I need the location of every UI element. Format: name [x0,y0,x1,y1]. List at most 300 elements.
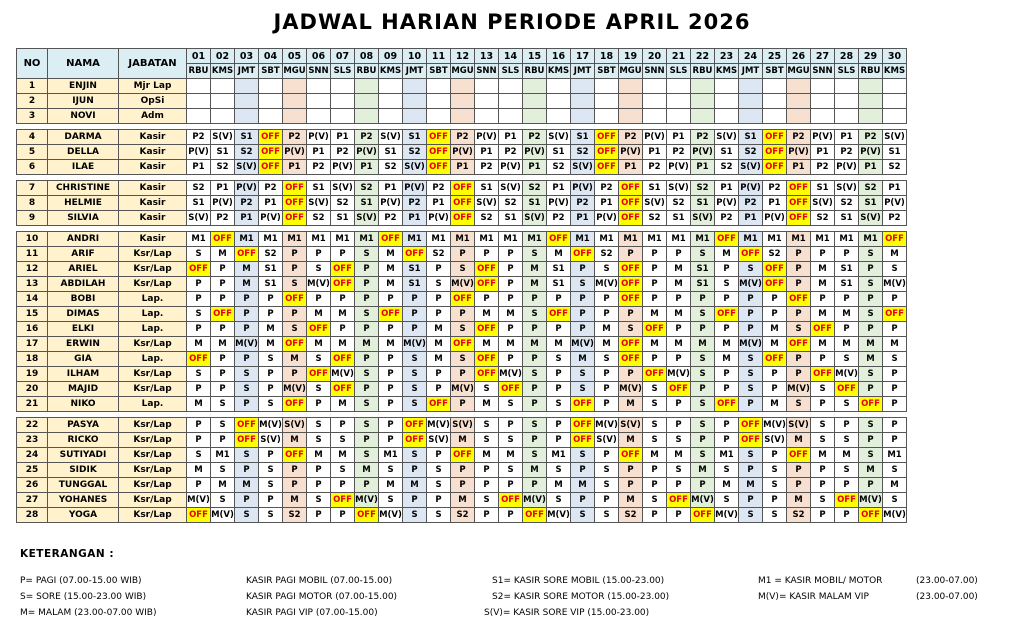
shift-cell: M1 [211,448,235,463]
shift-cell: M(V) [523,493,547,508]
shift-cell: S1 [811,181,835,196]
shift-cell: M(V) [859,493,883,508]
shift-cell: S(V) [763,433,787,448]
shift-cell: M1 [667,232,691,247]
day-number-header: 22 [691,49,715,64]
shift-cell: P [427,448,451,463]
shift-cell: P [283,367,307,382]
shift-cell: P [211,367,235,382]
shift-cell: S1 [691,196,715,211]
shift-cell: M1 [427,232,451,247]
shift-cell: P [643,262,667,277]
shift-cell: M1 [475,232,499,247]
shift-cell: S2 [259,247,283,262]
employee-no: 1 [17,79,48,94]
employee-name: ARIEL [48,262,119,277]
shift-cell: P [523,397,547,412]
shift-cell: M(V) [667,367,691,382]
shift-cell: P [667,508,691,523]
shift-cell: P(V) [619,145,643,160]
shift-cell: OFF [763,277,787,292]
day-number-header: 20 [643,49,667,64]
employee-row [17,247,907,262]
shift-cell: P2 [283,130,307,145]
shift-cell: P [643,292,667,307]
shift-cell: P2 [715,211,739,226]
shift-cell: P [667,247,691,262]
employee-name: DIMAS [48,307,119,322]
shift-cell: S2 [379,160,403,175]
shift-cell: S [739,352,763,367]
employee-position: Ksr/Lap [119,367,187,382]
shift-cell: M(V) [451,277,475,292]
shift-cell: M [523,463,547,478]
shift-cell: M [667,448,691,463]
shift-cell: OFF [451,211,475,226]
shift-cell: P [523,352,547,367]
header-no: NO [17,49,48,79]
employee-row [17,418,907,433]
shift-cell: S1 [739,130,763,145]
shift-cell: M(V) [499,367,523,382]
shift-cell: OFF [667,382,691,397]
shift-cell [811,109,835,124]
shift-cell: P [307,292,331,307]
shift-cell: P [883,418,907,433]
shift-cell: S [667,433,691,448]
shift-cell: OFF [379,307,403,322]
shift-cell: S [691,247,715,262]
shift-cell [835,79,859,94]
shift-cell: P2 [355,130,379,145]
shift-cell: S1 [547,277,571,292]
shift-cell: S1 [403,262,427,277]
day-name-header: SBT [427,64,451,79]
shift-cell: M [283,493,307,508]
shift-cell: S1 [691,262,715,277]
employee-row [17,211,907,226]
day-name-header: SNN [643,64,667,79]
shift-cell [211,94,235,109]
shift-cell: M [691,337,715,352]
shift-cell: P [643,352,667,367]
shift-cell: P [187,478,211,493]
shift-cell: P [187,292,211,307]
shift-cell: S [211,418,235,433]
employee-position: Lap. [119,322,187,337]
shift-cell: S [715,463,739,478]
day-number-header: 16 [547,49,571,64]
shift-cell: OFF [475,352,499,367]
shift-cell [715,109,739,124]
shift-cell [235,79,259,94]
shift-cell: P [379,433,403,448]
shift-cell [715,79,739,94]
shift-cell: OFF [619,211,643,226]
shift-cell: S [715,493,739,508]
shift-cell: M(V) [619,382,643,397]
shift-cell: S [235,382,259,397]
shift-cell: P [523,322,547,337]
shift-cell: OFF [235,247,259,262]
shift-cell: S [499,397,523,412]
shift-cell: P [787,478,811,493]
shift-cell: S [427,478,451,493]
day-name-header: SBT [259,64,283,79]
shift-cell: M(V) [835,367,859,382]
shift-cell: M1 [283,232,307,247]
shift-cell: P1 [355,160,379,175]
day-name-header: SNN [475,64,499,79]
shift-cell: S1 [547,262,571,277]
shift-cell: OFF [259,130,283,145]
shift-cell: M [283,433,307,448]
shift-cell: S(V) [715,130,739,145]
legend-item: P= PAGI (07.00-15.00 WIB) [20,576,142,586]
shift-cell: OFF [187,352,211,367]
shift-cell: S1 [835,211,859,226]
shift-cell: P1 [259,196,283,211]
day-name-header: KMS [547,64,571,79]
shift-cell: S2 [619,508,643,523]
shift-cell: M(V) [235,337,259,352]
shift-cell: P(V) [571,181,595,196]
shift-cell: P [835,478,859,493]
employee-name: YOGA [48,508,119,523]
shift-cell: S2 [739,145,763,160]
shift-cell [739,109,763,124]
shift-cell: S(V) [643,196,667,211]
shift-cell: OFF [667,493,691,508]
shift-cell: S [859,307,883,322]
shift-cell: P(V) [763,211,787,226]
shift-cell: S1 [691,277,715,292]
shift-cell: OFF [835,493,859,508]
shift-cell: P [331,247,355,262]
schedule-table [16,48,907,523]
shift-cell: P(V) [547,196,571,211]
shift-cell: OFF [283,397,307,412]
shift-cell: P [499,508,523,523]
shift-cell: M(V) [187,493,211,508]
shift-cell [667,79,691,94]
shift-cell: M1 [379,448,403,463]
shift-cell: M [331,307,355,322]
shift-cell: S [691,352,715,367]
employee-no: 19 [17,367,48,382]
shift-cell [187,109,211,124]
employee-position: OpSi [119,94,187,109]
shift-cell [763,94,787,109]
employee-position: Ksr/Lap [119,478,187,493]
shift-cell: M1 [451,232,475,247]
shift-cell: S1 [571,130,595,145]
employee-name: SIDIK [48,463,119,478]
employee-row [17,352,907,367]
employee-position: Ksr/Lap [119,463,187,478]
employee-name: MAJID [48,382,119,397]
shift-cell: S [571,448,595,463]
shift-cell [379,79,403,94]
shift-cell: P1 [715,181,739,196]
employee-row [17,433,907,448]
shift-cell: M1 [187,232,211,247]
shift-cell: S(V) [595,433,619,448]
shift-cell: M [475,448,499,463]
shift-cell: P2 [739,196,763,211]
shift-cell: P [547,418,571,433]
shift-cell: S [403,397,427,412]
shift-cell: P [235,493,259,508]
shift-cell: P2 [403,196,427,211]
shift-cell: P [547,322,571,337]
shift-cell: M [667,277,691,292]
shift-cell [859,109,883,124]
shift-cell: P [883,322,907,337]
shift-cell: P [691,322,715,337]
shift-cell: P [451,397,475,412]
shift-cell: S [835,433,859,448]
shift-cell [331,79,355,94]
employee-position: Kasir [119,160,187,175]
shift-cell: P [307,247,331,262]
legend-title: KETERANGAN : [20,548,115,560]
day-name-header: JMT [403,64,427,79]
shift-cell: M(V) [547,508,571,523]
shift-cell: P2 [427,181,451,196]
shift-cell [811,94,835,109]
day-number-header: 04 [259,49,283,64]
shift-cell: S [787,322,811,337]
shift-cell: P [883,433,907,448]
shift-cell: S(V) [427,433,451,448]
shift-cell [187,79,211,94]
employee-position: Ksr/Lap [119,247,187,262]
shift-cell: M [427,352,451,367]
shift-cell [283,94,307,109]
employee-no: 17 [17,337,48,352]
shift-cell: M(V) [763,418,787,433]
shift-cell: P [499,418,523,433]
shift-cell: P [715,262,739,277]
shift-cell: S2 [307,211,331,226]
shift-cell: P [763,292,787,307]
shift-cell: OFF [811,367,835,382]
employee-position: Kasir [119,181,187,196]
shift-cell: M [835,307,859,322]
employee-name: BOBI [48,292,119,307]
employee-no: 11 [17,247,48,262]
shift-cell: M [331,337,355,352]
shift-cell: P [427,367,451,382]
shift-cell: P(V) [715,196,739,211]
employee-position: Kasir [119,211,187,226]
shift-cell: OFF [235,433,259,448]
employee-name: ERWIN [48,337,119,352]
employee-name: ILHAM [48,367,119,382]
shift-cell: OFF [859,508,883,523]
shift-cell: M(V) [211,508,235,523]
shift-cell: OFF [451,448,475,463]
shift-cell: S [403,352,427,367]
shift-cell: S [619,322,643,337]
shift-cell: M [379,337,403,352]
shift-cell: S [643,433,667,448]
shift-cell: OFF [739,433,763,448]
shift-cell: P [379,397,403,412]
shift-cell: S [355,397,379,412]
shift-cell [211,109,235,124]
day-name-header: SBT [595,64,619,79]
shift-cell: S [523,367,547,382]
shift-cell: P [547,292,571,307]
shift-cell: OFF [859,397,883,412]
employee-no: 9 [17,211,48,226]
employee-row [17,292,907,307]
shift-cell: S [355,448,379,463]
legend-item: (23.00-07.00) [916,592,978,602]
shift-cell: S [859,277,883,292]
shift-cell: S [883,352,907,367]
day-name-header: JMT [571,64,595,79]
shift-cell: S [499,463,523,478]
shift-cell: S(V) [499,181,523,196]
shift-cell: P(V) [235,181,259,196]
employee-name: ABDILAH [48,277,119,292]
shift-cell: P(V) [331,160,355,175]
shift-cell: M [811,307,835,322]
shift-cell: P [691,292,715,307]
employee-no: 26 [17,478,48,493]
employee-row [17,181,907,196]
shift-cell: S [523,247,547,262]
shift-cell [883,109,907,124]
shift-cell: M [739,478,763,493]
employee-no: 21 [17,397,48,412]
employee-no: 22 [17,418,48,433]
legend-item: S1= KASIR SORE MOBIL (15.00-23.00) [492,576,665,586]
shift-cell: P1 [883,181,907,196]
employee-name: YOHANES [48,493,119,508]
shift-cell: P [499,478,523,493]
shift-cell: S2 [211,160,235,175]
shift-cell [835,109,859,124]
shift-cell: P [499,322,523,337]
shift-cell: OFF [787,448,811,463]
employee-position: Lap. [119,292,187,307]
shift-cell: P [667,478,691,493]
day-number-header: 27 [811,49,835,64]
shift-cell: P [715,367,739,382]
shift-cell [619,94,643,109]
shift-cell: S [595,463,619,478]
shift-cell: S1 [235,130,259,145]
day-number-header: 10 [403,49,427,64]
shift-cell: P1 [739,211,763,226]
employee-name: HELMIE [48,196,119,211]
shift-cell: M [187,337,211,352]
shift-cell: P [283,307,307,322]
shift-cell: P [595,397,619,412]
shift-cell: P(V) [475,130,499,145]
shift-cell: M [307,307,331,322]
shift-cell: P2 [859,130,883,145]
shift-cell: M(V) [283,382,307,397]
shift-cell: P(V) [259,211,283,226]
shift-cell: M [667,307,691,322]
shift-cell: OFF [571,247,595,262]
shift-cell: M [859,337,883,352]
shift-cell: P [763,448,787,463]
shift-cell [739,94,763,109]
day-name-header: MGU [619,64,643,79]
shift-cell [859,79,883,94]
employee-position: Ksr/Lap [119,493,187,508]
shift-cell: P2 [475,160,499,175]
employee-no: 13 [17,277,48,292]
schedule-title: JADWAL HARIAN PERIODE APRIL 2026 [273,10,751,34]
employee-row [17,463,907,478]
shift-cell: M [859,352,883,367]
shift-cell: OFF [427,160,451,175]
shift-cell: S [571,382,595,397]
shift-cell: P [739,493,763,508]
shift-cell: S [643,382,667,397]
shift-cell: S [307,352,331,367]
shift-cell: S [811,493,835,508]
shift-cell [523,109,547,124]
shift-cell: S(V) [187,211,211,226]
shift-cell: S [403,508,427,523]
shift-cell: S [355,367,379,382]
shift-cell [571,109,595,124]
shift-cell: P1 [667,130,691,145]
shift-cell: S1 [331,211,355,226]
day-name-header: SLS [835,64,859,79]
shift-cell: M [787,493,811,508]
shift-cell: P [787,247,811,262]
shift-cell: P [187,322,211,337]
employee-no: 27 [17,493,48,508]
shift-cell: OFF [571,418,595,433]
shift-cell: M [643,448,667,463]
shift-cell: S [643,418,667,433]
employee-row [17,367,907,382]
shift-cell [403,109,427,124]
shift-cell: P1 [547,181,571,196]
shift-cell [355,79,379,94]
shift-cell: P [187,382,211,397]
day-number-header: 21 [667,49,691,64]
shift-cell: S2 [787,508,811,523]
day-name-header: KMS [379,64,403,79]
shift-cell: S1 [547,145,571,160]
employee-name: TUNGGAL [48,478,119,493]
shift-cell: P [475,478,499,493]
employee-no: 12 [17,262,48,277]
shift-cell: OFF [499,382,523,397]
shift-cell: OFF [763,352,787,367]
shift-cell [235,94,259,109]
shift-cell: P [787,367,811,382]
shift-cell: M1 [259,232,283,247]
shift-cell: S [211,463,235,478]
shift-cell: M1 [595,232,619,247]
shift-cell: P [475,247,499,262]
shift-cell: M(V) [427,418,451,433]
shift-cell: S [379,463,403,478]
shift-cell: S2 [883,160,907,175]
